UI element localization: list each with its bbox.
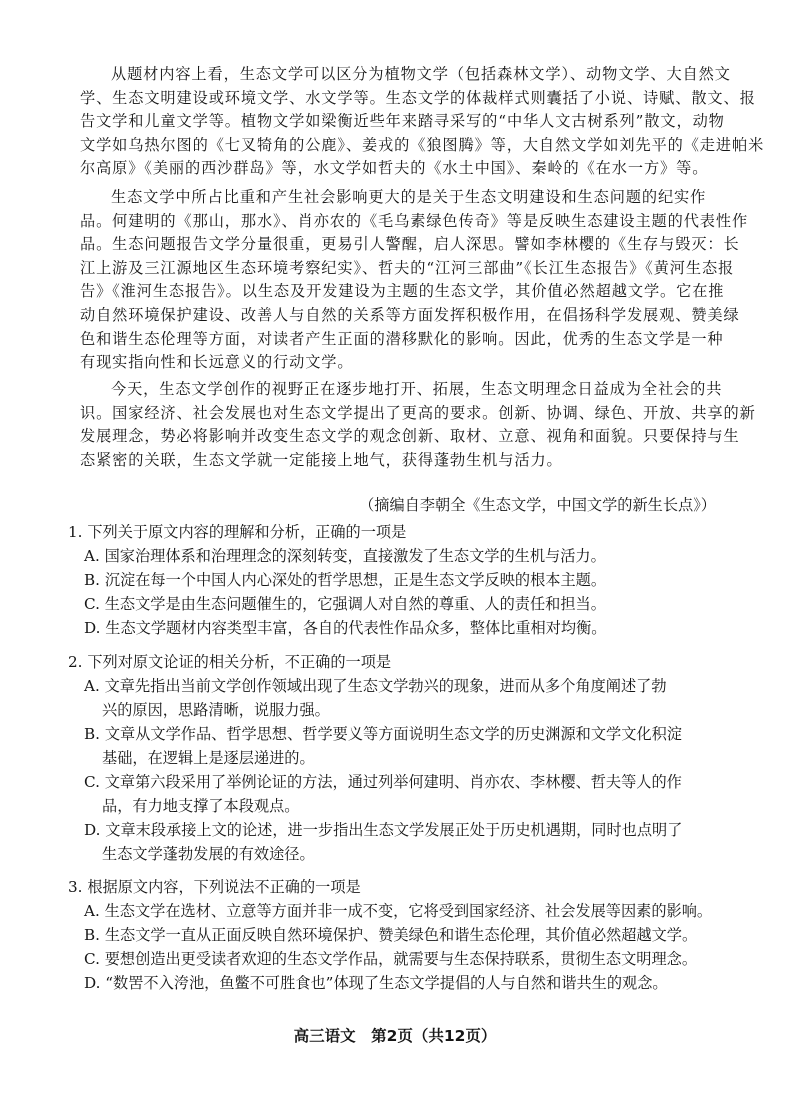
text-line: 态紧密的关联，生态文学就一定能接上地气，获得蓬勃生机与活力。	[80, 450, 563, 469]
option-line: 兴的原因，思路清晰，说服力强。	[102, 701, 330, 719]
passage-paragraph-3	[80, 378, 756, 472]
question-stem: 3. 根据原文内容，下列说法不正确的一项是	[68, 878, 361, 896]
question-1	[68, 520, 728, 640]
text-line: 从题材内容上看，生态文学可以区分为植物文学（包括森林文学）、动物文学、大自然文	[111, 65, 731, 83]
option-a[interactable]: A. 国家治理体系和治理理念的深刻转变，直接激发了生态文学的生机与活力。	[84, 547, 606, 565]
option-d[interactable]: D. 生态文学题材内容类型丰富，各自的代表性作品众多，整体比重相对均衡。	[84, 619, 607, 637]
text-line: 生态文学中所占比重和产生社会影响更大的是关于生态文明建设和生态问题的纪实作	[111, 188, 707, 206]
option-line: A. 文章先指出当前文学创作领域出现了生态文学勃兴的现象，进而从多个角度阐述了勃	[84, 677, 667, 695]
text-line: 学、生态文明建设或环境文学、水文学等。生态文学的体裁样式则囊括了小说、诗赋、散文、报	[80, 88, 756, 107]
option-line: 品，有力地支撑了本段观点。	[102, 797, 300, 815]
option-a[interactable]	[84, 674, 728, 722]
question-stem: 2. 下列对原文论证的相关分析，不正确的一项是	[68, 653, 392, 671]
text-line: 色和谐生态伦理等方面，对读者产生正面的潜移默化的影响。因此，优秀的生态文学是一种	[80, 329, 724, 348]
option-d[interactable]: D. “数罟不入洿池，鱼鳖不可胜食也”体现了生态文学提倡的人与自然和谐共生的观念。	[84, 974, 668, 992]
text-line: 告文学和儿童文学等。植物文学如梁衡近些年来踏寻采写的“中华人文古树系列”散文，动物	[80, 112, 725, 131]
option-b[interactable]	[84, 722, 728, 770]
passage-paragraph-2	[80, 186, 749, 375]
text-line: 江上游及三江源地区生态环境考察纪实》、哲夫的“江河三部曲”《长江生态报告》《黄河生态报	[80, 258, 735, 277]
option-c[interactable]: C. 要想创造出更受读者欢迎的生态文学作品，就需要与生态保持联系，贯彻生态文明理念。	[84, 950, 698, 968]
text-line: 文学如乌热尔图的《七叉犄角的公鹿》、姜戎的《狼图腾》等，大自然文学如刘先平的《走进帕米	[80, 135, 765, 154]
passage-source: （摘编自李朝全《生态文学，中国文学的新生长点》）	[359, 496, 716, 514]
text-line: 识。国家经济、社会发展也对生态文学提出了更高的要求。创新、协调、绿色、开放、共享的新	[80, 403, 756, 422]
option-a[interactable]: A. 生态文学在选材、立意等方面并非一成不变，它将受到国家经济、社会发展等因素的影响。	[84, 902, 713, 920]
option-b[interactable]: B. 沉淀在每一个中国人内心深处的哲学思想，正是生态文学反映的根本主题。	[84, 571, 607, 589]
option-line: B. 文章从文学作品、哲学思想、哲学要义等方面说明生态文学的历史渊源和文学文化积淀	[84, 725, 682, 743]
text-line: 发展理念，势必将影响并改变生态文学的观念创新、取材、立意、视角和面貌。只要保持与生	[80, 427, 740, 446]
page-footer: 高三语文 第2页（共12页）	[293, 1027, 497, 1045]
option-b[interactable]: B. 生态文学一直从正面反映自然环境保护、赞美绿色和谐生态伦理，其价值必然超越文学。	[84, 926, 698, 944]
option-line: C. 文章第六段采用了举例论证的方法，通过列举何建明、肖亦农、李林樱、哲夫等人的作	[84, 773, 682, 791]
question-stem: 1. 下列关于原文内容的理解和分析，正确的一项是	[68, 523, 407, 541]
option-line: 基础，在逻辑上是逐层递进的。	[102, 749, 315, 767]
passage-paragraph-1	[80, 63, 765, 181]
question-3	[68, 875, 728, 995]
text-line: 告》《淮河生态报告》。以生态及开发建设为主题的生态文学，其价值必然超越文学。它在推	[80, 282, 725, 301]
option-line: 生态文学蓬勃发展的有效途径。	[102, 845, 315, 863]
text-line: 尔高原》《美丽的西沙群岛》等，水文学如哲夫的《水土中国》、秦岭的《在水一方》等。	[80, 159, 709, 178]
text-line: 品。生态问题报告文学分量很重，更易引人警醒，启人深思。譬如李林樱的《生存与毁灭：长	[80, 235, 740, 254]
option-d[interactable]	[84, 818, 728, 866]
text-line: 有现实指向性和长远意义的行动文学。	[80, 353, 354, 372]
question-2	[68, 650, 728, 866]
option-c[interactable]: C. 生态文学是由生态问题催生的，它强调人对自然的尊重、人的责任和担当。	[84, 595, 606, 613]
text-line: 今天，生态文学创作的视野正在逐步地打开、拓展，生态文明理念日益成为全社会的共	[111, 380, 723, 398]
option-line: D. 文章末段承接上文的论述，进一步指出生态文学发展正处于历史机遇期，同时也点明了	[84, 821, 683, 839]
text-line: 品。何建明的《那山，那水》、肖亦农的《毛乌素绿色传奇》等是反映生态建设主题的代表性作	[80, 211, 749, 230]
option-c[interactable]	[84, 770, 728, 818]
text-line: 动自然环境保护建设、改善人与自然的关系等方面发挥积极作用，在倡扬科学发展观、赞美绿	[80, 305, 740, 324]
